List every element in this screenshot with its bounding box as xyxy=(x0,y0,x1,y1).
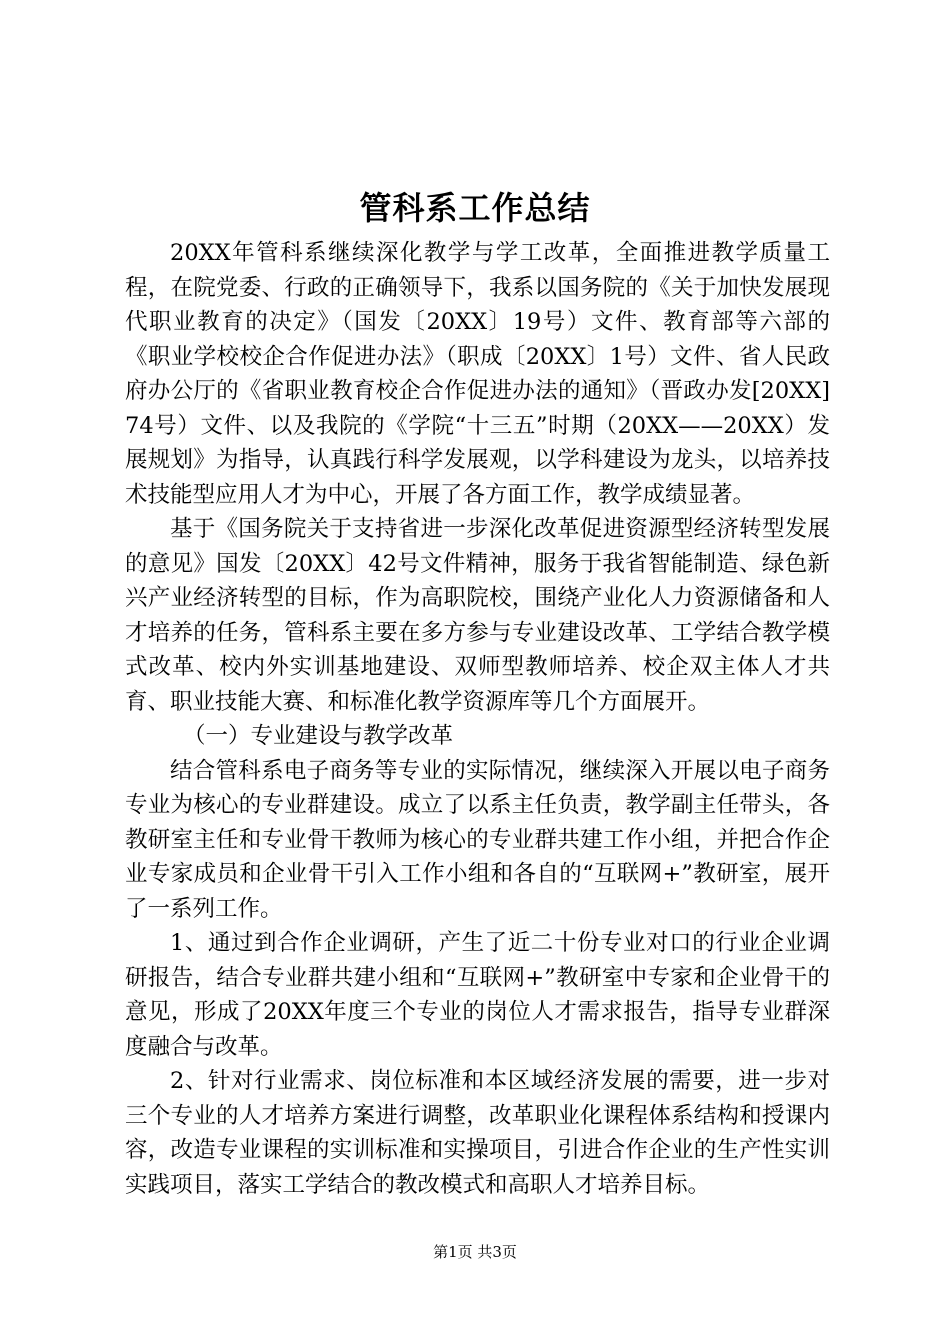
paragraph-item-1: 1、通过到合作企业调研，产生了近二十份专业对口的行业企业调研报告，结合专业群共建小组和“互联网+”教研室中专家和企业骨干的意见，形成了20XX年度三个专业的岗位人才需求报告，指导专业群深度融合与改革。 xyxy=(125,930,830,1060)
paragraph-section-intro: 结合管科系电子商务等专业的实际情况，继续深入开展以电子商务专业为核心的专业群建设。成立了以系主任负责，教学副主任带头，各教研室主任和专业骨干教师为核心的专业群共建工作小组，并把合作企业专家成员和企业骨干引入工作小组和各自的“互联网+”教研室，展开了一系列工作。 xyxy=(125,757,830,922)
paragraph-basis: 基于《国务院关于支持省进一步深化改革促进资源型经济转型发展的意见》国发〔20XX〕42号文件精神，服务于我省智能制造、绿色新兴产业经济转型的目标，作为高职院校，围绕产业化人力资源储备和人才培养的任务，管科系主要在多方参与专业建设改革、工学结合教学模式改革、校内外实训基地建设、双师型教师培养、校企双主体人才共育、职业技能大赛、和标准化教学资源库等几个方面展开。 xyxy=(125,516,830,715)
paragraph-item-2: 2、针对行业需求、岗位标准和本区域经济发展的需要，进一步对三个专业的人才培养方案进行调整，改革职业化课程体系结构和授课内容，改造专业课程的实训标准和实操项目，引进合作企业的生产性实训实践项目，落实工学结合的教改模式和高职人才培养目标。 xyxy=(125,1068,830,1198)
page-footer: 第1页 共3页 xyxy=(433,1243,517,1261)
document-body xyxy=(125,236,830,1202)
paragraph-intro: 20XX年管科系继续深化教学与学工改革，全面推进教学质量工程，在院党委、行政的正确领导下，我系以国务院的《关于加快发展现代职业教育的决定》（国发〔20XX〕19号）文件、教育部等六部的《职业学校校企合作促进办法》（职成〔20XX〕1号）文件、省人民政府办公厅的《省职业教育校企合作促进办法的通知》（晋政办发[20XX]74号）文件、以及我院的《学院“十三五”时期（20XX——20XX）发展规划》为指导，认真践行科学发展观，以学科建设为龙头，以培养技术技能型应用人才为中心，开展了各方面工作，教学成绩显著。 xyxy=(125,240,830,508)
section-heading: （一）专业建设与教学改革 xyxy=(183,723,454,749)
document-title: 管科系工作总结 xyxy=(359,189,591,227)
